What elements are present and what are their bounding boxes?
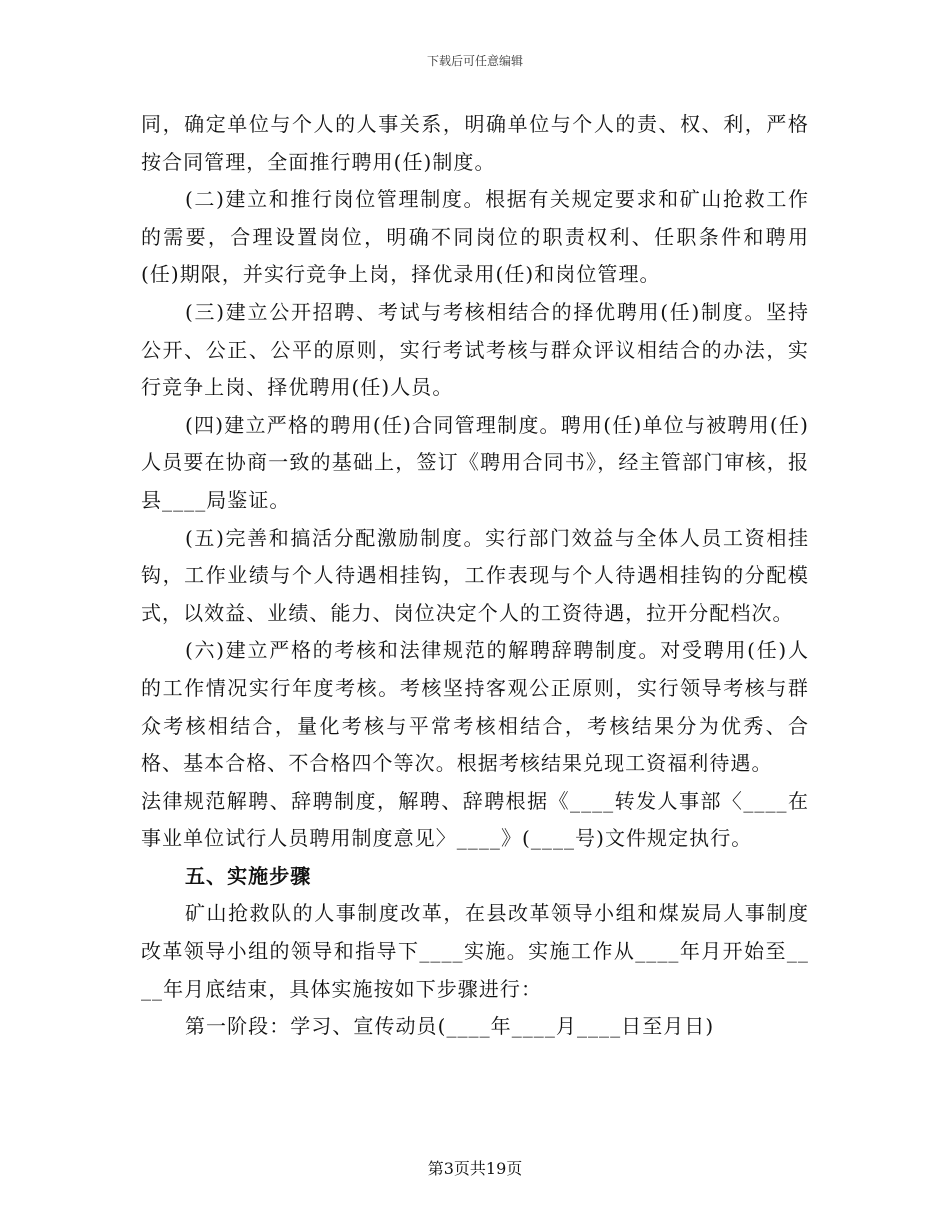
paragraph-contract-continuation: 同，确定单位与个人的人事关系，明确单位与个人的责、权、利，严格按合同管理，全面推行聘用(任)制度。 bbox=[141, 112, 809, 174]
header-note: 下载后可任意编辑 bbox=[426, 54, 523, 68]
paragraph-dismissal-rules: 法律规范解聘、辞聘制度，解聘、辞聘根据《____转发人事部〈____在事业单位试行人员聘用制度意见〉____》(____号)文件规定执行。 bbox=[141, 788, 809, 851]
paragraph-item-5: (五)完善和搞活分配激励制度。实行部门效益与全体人员工资相挂钩，工作业绩与个人待遇相挂钩，工作表现与个人待遇相挂钩的分配模式，以效益、业绩、能力、岗位决定个人的工资待遇，拉开分配档次。 bbox=[141, 525, 809, 625]
paragraph-item-2: (二)建立和推行岗位管理制度。根据有关规定要求和矿山抢救工作的需要，合理设置岗位，明确不同岗位的职责权利、任职条件和聘用(任)期限，并实行竞争上岗，择优录用(任)和岗位管理。 bbox=[141, 187, 809, 287]
paragraph-implementation-intro: 矿山抢救队的人事制度改革，在县改革领导小组和煤炭局人事制度改革领导小组的领导和指导下____实施。实施工作从____年月开始至____年月底结束，具体实施按如下步骤进行： bbox=[141, 901, 809, 1001]
paragraph-item-4: (四)建立严格的聘用(任)合同管理制度。聘用(任)单位与被聘用(任)人员要在协商一致的基础上，签订《聘用合同书》，经主管部门审核，报县____局鉴证。 bbox=[141, 412, 809, 512]
page-number-footer: 第3页共19页 bbox=[427, 1159, 523, 1178]
paragraph-item-6: (六)建立严格的考核和法律规范的解聘辞聘制度。对受聘用(任)人的工作情况实行年度考核。考核坚持客观公正原则，实行领导考核与群众考核相结合，量化考核与平常考核相结合，考核结果分为优秀、合格、基本合格、不合格四个等次。根据考核结果兑现工资福利待遇。 bbox=[141, 638, 809, 776]
section-heading-implementation-steps: 五、实施步骤 bbox=[185, 863, 312, 888]
document-body bbox=[141, 106, 809, 1046]
paragraph-phase-1: 第一阶段：学习、宣传动员(____年____月____日至月日) bbox=[185, 1014, 715, 1039]
paragraph-item-3: (三)建立公开招聘、考试与考核相结合的择优聘用(任)制度。坚持公开、公正、公平的原则，实行考试考核与群众评议相结合的办法，实行竞争上岗、择优聘用(任)人员。 bbox=[141, 299, 809, 400]
